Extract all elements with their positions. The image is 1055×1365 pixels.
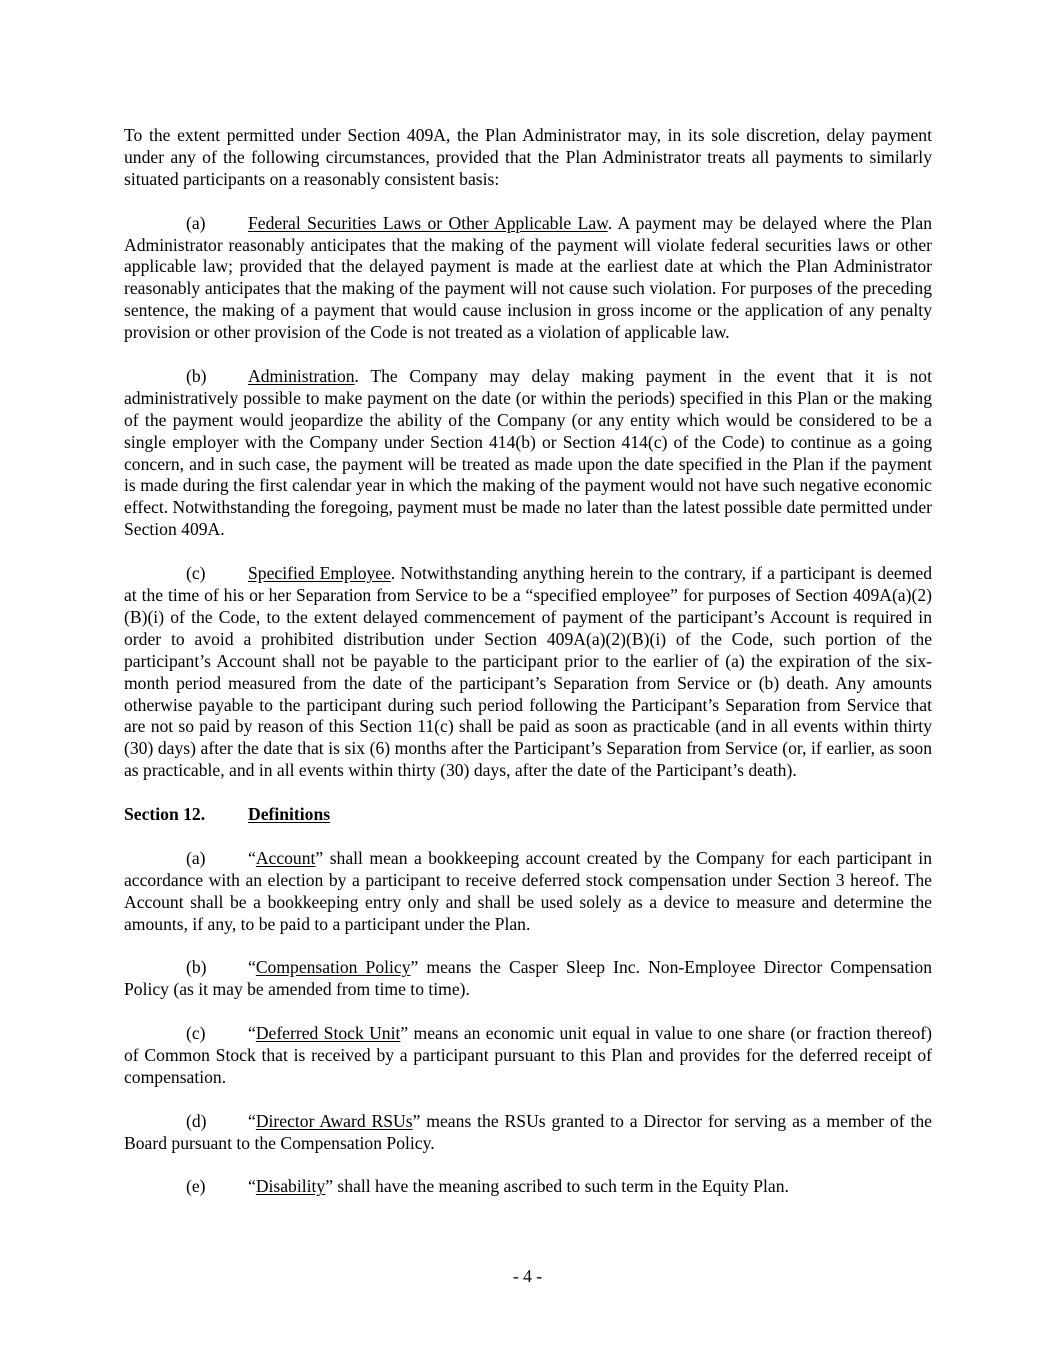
definition-body: ” means the RSUs granted to a Director for serving as a member of the Board pursuant to the Compensation Policy.	[124, 1110, 932, 1153]
section-11-a	[124, 213, 932, 344]
defined-term: Compensation Policy	[255, 957, 411, 978]
item-label: (b)	[186, 957, 207, 978]
definition-director-award-rsus	[124, 1111, 932, 1155]
defined-term: Deferred Stock Unit	[255, 1023, 401, 1044]
definition-body: ” shall mean a bookkeeping account created by the Company for each participant in accordance with an election by a participant to receive deferred stock compensation under Section 3 hereof. The Account shall be a bookkeeping entry only and shall be used solely as a device to measure and determine the amounts, if any, to be paid to a participant under the Plan.	[124, 847, 932, 934]
item-body: . A payment may be delayed where the Plan Administrator reasonably anticipates that the making of the payment will violate federal securities laws or other applicable law; provided that the delayed payment is made at the earliest date at which the Plan Administrator reasonably anticipates that the making of the payment will not cause such violation. For purposes of the preceding sentence, the making of a payment that would cause inclusion in gross income or the application of any penalty provision or other provision of the Code is not treated as a violation of applicable law.	[124, 212, 932, 343]
item-label: (c)	[186, 1023, 206, 1044]
document-body	[124, 125, 932, 1220]
definition-disability	[124, 1176, 932, 1198]
item-label: (e)	[186, 1176, 206, 1197]
item-body: . Notwithstanding anything herein to the contrary, if a participant is deemed at the time of his or her Separation from Service to be a “specified employee” for purposes of Section 409A(a)(2)(B)(i) of the Code, to the extent delayed commencement of payment of the participant’s Account is required in order to avoid a prohibited distribution under Section 409A(a)(2)(B)(i) of the Code, such portion of the participant’s Account shall not be payable to the participant prior to the earlier of (a) the expiration of the six-month period measured from the date of the participant’s Separation from Service or (b) death. Any amounts otherwise payable to the participant during such period following the Participant’s Separation from Service that are not so paid by reason of this Section 11(c) shall be paid as soon as practicable (and in all events within thirty (30) days) after the date that is six (6) months after the Participant’s Separation from Service (or, if earlier, as soon as practicable, and in all events within thirty (30) days, after the date of the Participant’s death).	[124, 563, 933, 781]
section-title: Definitions	[248, 804, 331, 825]
definition-compensation-policy	[124, 957, 932, 1001]
defined-term: Disability	[255, 1176, 326, 1197]
defined-term: Account	[255, 847, 316, 868]
item-label: (a)	[186, 847, 206, 868]
intro-paragraph: To the extent permitted under Section 409A, the Plan Administrator may, in its sole discretion, delay payment under any of the following circumstances, provided that the Plan Administrator treats all payments to similarly situated participants on a reasonably consistent basis:	[124, 125, 932, 189]
item-title: Federal Securities Laws or Other Applicable Law	[248, 212, 608, 233]
section-number: Section 12.	[124, 804, 206, 825]
open-quote: “	[248, 1176, 256, 1197]
item-label: (d)	[186, 1110, 207, 1131]
definition-deferred-stock-unit	[124, 1023, 932, 1089]
section-11-c	[124, 563, 932, 782]
item-label: (a)	[186, 212, 206, 233]
open-quote: “	[248, 1110, 256, 1131]
open-quote: “	[248, 847, 256, 868]
item-label: (b)	[186, 365, 207, 386]
definition-body: ” means an economic unit equal in value to one share (or fraction thereof) of Common Stock that is received by a participant pursuant to this Plan and provides for the deferred receipt of compensation.	[124, 1023, 932, 1087]
definition-body: ” shall have the meaning ascribed to such term in the Equity Plan.	[325, 1176, 789, 1197]
section-12-heading	[124, 804, 932, 826]
item-body: . The Company may delay making payment in the event that it is not administratively possible to make payment on the date (or within the periods) specified in this Plan or the making of the payment would jeopardize the ability of the Company (or any entity which would be considered to be a single employer with the Company under Section 414(b) or Section 414(c) of the Code) to continue as a going concern, and in such case, the payment will be treated as made upon the date specified in the Plan if the payment is made during the first calendar year in which the making of the payment would not have such negative economic effect. Notwithstanding the foregoing, payment must be made no later than the latest possible date permitted under Section 409A.	[124, 365, 932, 540]
definition-account	[124, 848, 932, 936]
open-quote: “	[248, 957, 256, 978]
item-title: Specified Employee	[248, 563, 391, 584]
section-11-b	[124, 366, 932, 541]
page-number: - 4 -	[512, 1266, 543, 1286]
defined-term: Director Award RSUs	[255, 1110, 413, 1131]
definition-body: ” means the Casper Sleep Inc. Non-Employee Director Compensation Policy (as it may be amended from time to time).	[124, 957, 932, 1000]
open-quote: “	[248, 1023, 256, 1044]
item-label: (c)	[186, 563, 206, 584]
item-title: Administration	[248, 365, 355, 386]
